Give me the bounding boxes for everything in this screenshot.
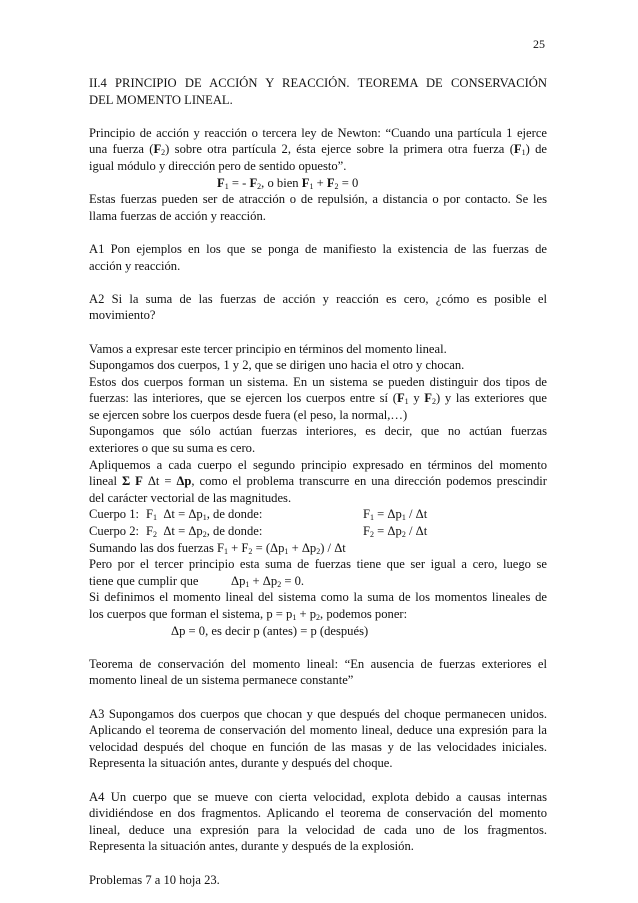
page-number: 25 [533, 37, 545, 51]
activity-a4-line-2: dividiéndose en dos fragmentos. Aplicando el teorema de conservación del momento [89, 806, 547, 821]
activity-a3-line-1: A3 Supongamos dos cuerpos que chocan y que después del choque permanecen unidos. [89, 706, 547, 721]
body-line-3: Estos dos cuerpos forman un sistema. En un sistema se pueden distinguir dos tipos de [89, 374, 547, 389]
activity-a3-line-2: Aplicando el teorema de conservación del momento lineal, deduce una expresión para la [89, 723, 547, 738]
body-line-10: del carácter vectorial de las magnitudes. [89, 490, 292, 505]
body-cuerpo-1: Cuerpo 1: $F_1$ $\Delta t = \Delta p_1$, de donde: $F_1 = \Delta p_1 / \Delta t$ [89, 507, 428, 523]
newton-third-law-formula: $F_1$ = - $F_2$, o bien $F_1 + F_2 = 0$ [217, 175, 359, 191]
body-line-18: Δp = 0, es decir p (antes) = p (después) [171, 623, 369, 638]
intro-line-2: una fuerza $(F_2)$ sobre otra partícula 2, ésta ejerce sobre la primera otra fuerza $(F_1)$ de [89, 142, 547, 158]
section-heading-line-1: II.4 PRINCIPIO DE ACCIÓN Y REACCIÓN. TEOREMA DE CONSERVACIÓN [89, 76, 547, 90]
activity-a3-line-3: velocidad después del choque en función de las masas y de las velocidades iniciales. [89, 739, 547, 754]
body-line-9: lineal Σ F Δt = Δp, como el problema transcurre en una dirección podemos prescindir [89, 474, 548, 489]
body-line-14: Pero por el tercer principio esta suma de fuerzas tiene que ser igual a cero, luego se [89, 557, 547, 572]
activity-a1-line-2: acción y reacción. [89, 258, 181, 273]
intro-line-6: llama fuerzas de acción y reacción. [89, 208, 266, 223]
body-line-2: Supongamos dos cuerpos, 1 y 2, que se dirigen uno hacia el otro y chocan. [89, 358, 465, 373]
activity-a4-line-4: Representa la situación antes, durante y después de la explosión. [89, 839, 414, 854]
body-line-5: se ejercen sobre los cuerpos desde fuera (el peso, la normal,…) [89, 407, 408, 422]
activity-a4-line-1: A4 Un cuerpo que se mueve con cierta velocidad, explota debido a causas internas [89, 789, 547, 804]
body-cuerpo-2: Cuerpo 2: $F_2$ $\Delta t = \Delta p_2$, de donde: $F_2 = \Delta p_2 / \Delta t$ [89, 524, 428, 540]
activity-a2-line-2: movimiento? [89, 308, 156, 323]
body-line-8: Apliquemos a cada cuerpo el segundo principio expresado en términos del momento [89, 457, 547, 472]
activity-a1-line-1: A1 Pon ejemplos en los que se ponga de manifiesto la existencia de las fuerzas de [89, 241, 547, 256]
intro-line-5: Estas fuerzas pueden ser de atracción o de repulsión, a distancia o por contacto. Se les [89, 192, 547, 207]
body-line-15: tiene que cumplir que $\Delta p_1 + \Delta p_2 = 0$. [89, 573, 305, 589]
theorem-line-2: momento lineal de un sistema permanece constante” [89, 673, 354, 688]
body-sum-line: Sumando las dos fuerzas $F_1 + F_2 = (\Delta p_1 + \Delta p_2) / \Delta t$ [89, 540, 346, 556]
body-line-4: fuerzas: las interiores, que se ejercen los cuerpos entre sí ($F_1$ y $F_2$) y las exteriores que [89, 391, 548, 407]
activity-a2-line-1: A2 Si la suma de las fuerzas de acción y reacción es cero, ¿cómo es posible el [89, 291, 547, 306]
section-heading-line-2: DEL MOMENTO LINEAL. [89, 92, 233, 107]
intro-line-3: igual módulo y dirección pero de sentido opuesto”. [89, 158, 347, 173]
body-line-7: exteriores o que su suma es cero. [89, 441, 256, 456]
problems-reference: Problemas 7 a 10 hoja 23. [89, 872, 220, 887]
document-body [89, 75, 547, 888]
activity-a4-line-3: lineal, deduce una expresión para la velocidad de cada uno de los fragmentos. [89, 822, 547, 837]
theorem-line-1: Teorema de conservación del momento lineal: “En ausencia de fuerzas exteriores el [89, 656, 547, 671]
body-line-1: Vamos a expresar este tercer principio en términos del momento lineal. [89, 341, 447, 356]
body-line-6: Supongamos que sólo actúan fuerzas interiores, es decir, que no actúan fuerzas [89, 424, 547, 439]
body-line-16: Si definimos el momento lineal del sistema como la suma de los momentos lineales de [89, 590, 547, 605]
intro-line-1: Principio de acción y reacción o tercera ley de Newton: “Cuando una partícula 1 ejerce [89, 125, 547, 140]
activity-a3-line-4: Representa la situación antes, durante y después del choque. [89, 756, 393, 771]
body-line-17: los cuerpos que forman el sistema, $p = p_1 + p_2$, podemos poner: [89, 607, 408, 622]
